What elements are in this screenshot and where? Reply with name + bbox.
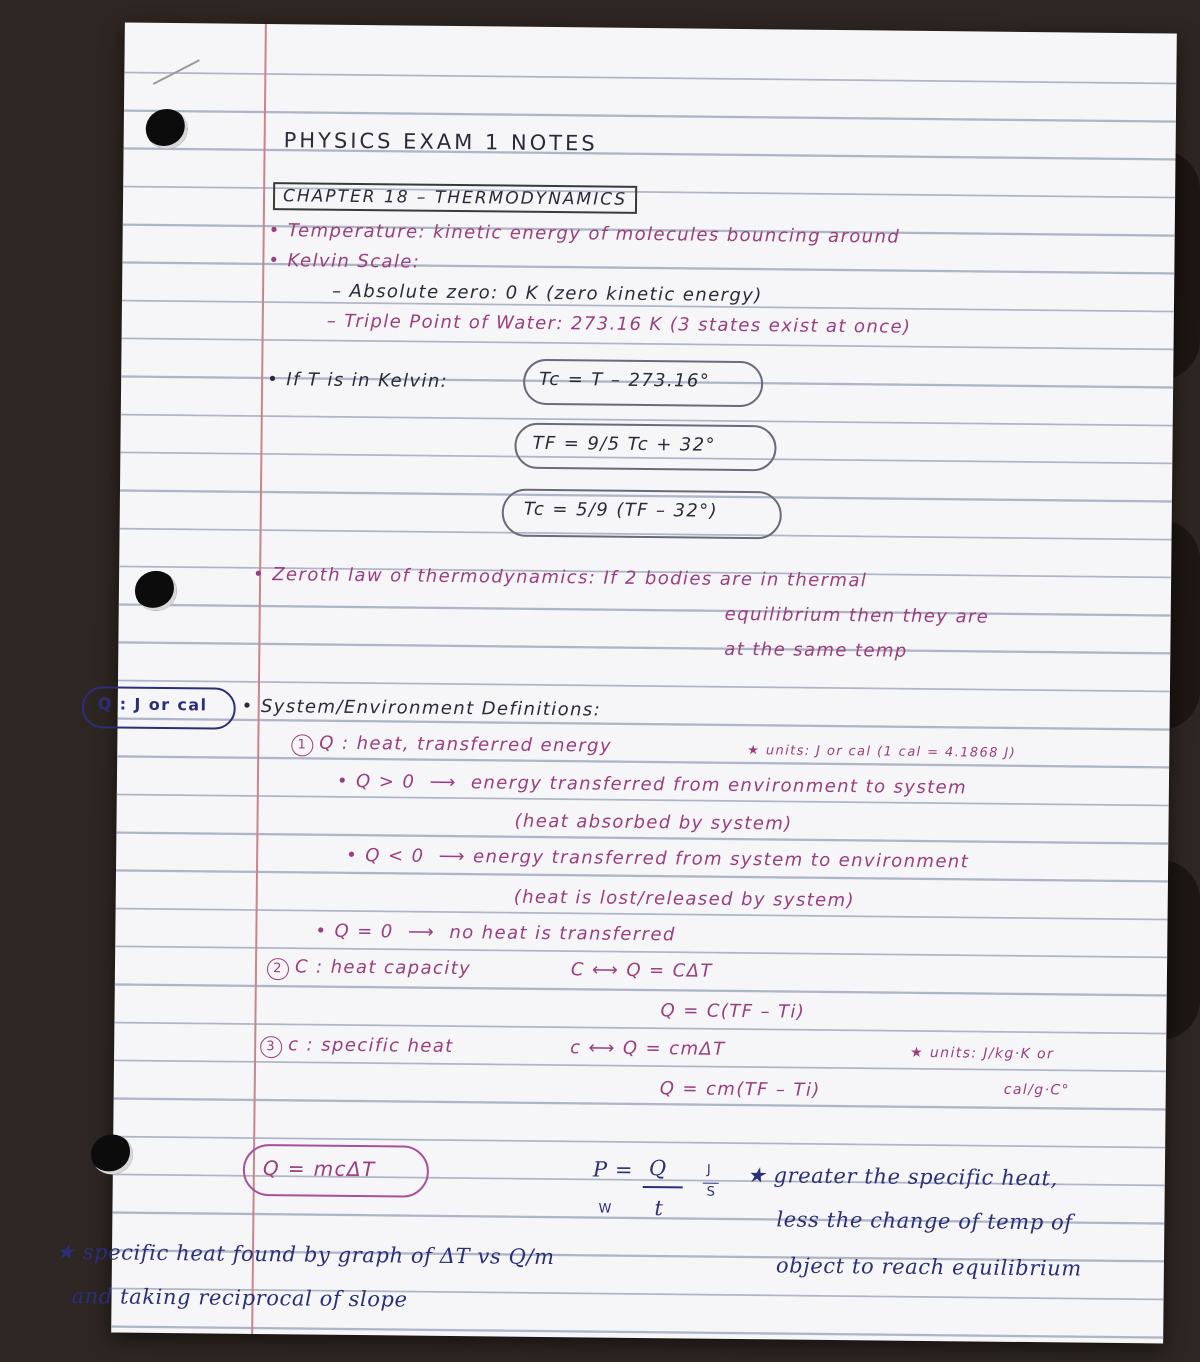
power-q: Q	[648, 1156, 667, 1181]
zeroth-law-line3: at the same temp	[724, 638, 908, 662]
greater-note-1: ★ greater the specific heat,	[746, 1163, 1058, 1191]
greater-note-2: less the change of temp of	[776, 1207, 1073, 1235]
bullet-kelvin: • Kelvin Scale:	[268, 250, 421, 273]
arrow-right-icon-2: ⟶	[438, 845, 467, 868]
specific-heat	[260, 1034, 454, 1060]
heat-capacity-eq1: C ⟷ Q = CΔT	[570, 959, 713, 982]
punch-hole-middle	[135, 571, 177, 611]
number-one: 1	[291, 734, 313, 756]
power-t: t	[654, 1196, 664, 1221]
margin-line	[251, 24, 267, 1334]
q-zero-desc: no heat is transferred	[449, 921, 676, 946]
greater-note-3: object to reach equilibrium	[775, 1253, 1083, 1281]
page-title: PHYSICS EXAM 1 NOTES	[283, 128, 598, 156]
power-j: J	[706, 1162, 711, 1178]
number-two: 2	[267, 958, 289, 980]
punch-hole-bottom	[91, 1134, 133, 1174]
bullet-if-kelvin: • If T is in Kelvin:	[267, 369, 449, 392]
def-heat	[291, 732, 612, 759]
triple-point: – Triple Point of Water: 273.16 K (3 states exist at once)	[326, 310, 912, 338]
kelvin-text: Kelvin Scale:	[287, 250, 421, 273]
zeroth-law-line2: equilibrium then they are	[724, 603, 990, 628]
system-definitions: • System/Environment Definitions:	[241, 695, 602, 721]
power-fraction-line	[643, 1186, 683, 1188]
def-heat-text: Q : heat, transferred energy	[319, 732, 613, 757]
q-positive-desc: energy transferred from environment to system	[470, 772, 968, 799]
specific-heat-text: c : specific heat	[288, 1034, 454, 1058]
equation-fahrenheit: TF = 9/5 Tc + 32°	[532, 432, 717, 456]
arrow-right-icon-3: ⟶	[407, 921, 436, 943]
pencil-mark	[153, 59, 200, 85]
number-three: 3	[260, 1036, 282, 1058]
q-negative-desc: energy transferred from system to environment	[472, 846, 970, 873]
unit-fraction-line	[703, 1183, 719, 1184]
equation-celsius: Tc = T – 273.16°	[539, 368, 711, 392]
power-w: W	[598, 1201, 612, 1217]
q-mc-delta-t: Q = mcΔT	[262, 1156, 376, 1182]
q-negative: • Q < 0 ⟶ energy transferred from system to environment	[346, 844, 970, 873]
power-p: P =	[592, 1157, 634, 1182]
temperature-text: Temperature: kinetic energy of molecules bouncing around	[287, 220, 901, 248]
chapter-heading: CHAPTER 18 – THERMODYNAMICS	[273, 182, 637, 214]
found-note-2: and taking reciprocal of slope	[71, 1284, 408, 1312]
found-note-1: ★ specific heat found by graph of ΔT vs Q/m	[55, 1239, 555, 1270]
side-note-text: Q : J or cal	[97, 694, 208, 715]
zeroth-law-text1: Zeroth law of thermodynamics: If 2 bodies are in thermal	[272, 564, 868, 592]
if-kelvin-text: If T is in Kelvin:	[286, 369, 449, 392]
absolute-zero: – Absolute zero: 0 K (zero kinetic energy)	[331, 280, 763, 307]
q-zero-label: Q = 0	[334, 920, 394, 943]
punch-hole-top	[146, 109, 188, 149]
units-heat: ★ units: J or cal (1 cal = 4.1868 J)	[747, 743, 1017, 761]
q-positive: • Q > 0 ⟶ energy transferred from environment to system	[336, 770, 968, 799]
heat-capacity-text: C : heat capacity	[294, 956, 472, 980]
units-specific-2: cal/g·C°	[1003, 1081, 1071, 1099]
arrow-right-icon: ⟶	[429, 771, 457, 794]
equation-celsius-from-f: Tc = 5/9 (TF – 32°)	[523, 498, 719, 522]
heat-capacity	[267, 956, 471, 982]
units-specific-1: ★ units: J/kg·K or	[910, 1044, 1055, 1063]
notebook-page	[55, 23, 1177, 1344]
heat-capacity-eq2: Q = C(TF – Ti)	[660, 1000, 806, 1023]
zeroth-law-line1: • Zeroth law of thermodynamics: If 2 bodies are in thermal	[253, 563, 868, 592]
specific-heat-eq1: c ⟷ Q = cmΔT	[570, 1037, 726, 1060]
system-definitions-text: System/Environment Definitions:	[260, 695, 602, 721]
power-s: S	[706, 1184, 716, 1200]
q-positive-paren: (heat absorbed by system)	[514, 810, 793, 835]
bullet-temperature: • Temperature: kinetic energy of molecules bouncing around	[268, 220, 901, 248]
q-negative-label: Q < 0	[365, 845, 425, 867]
q-positive-label: Q > 0	[355, 770, 416, 793]
q-zero: • Q = 0 ⟶ no heat is transferred	[315, 920, 676, 946]
q-negative-paren: (heat is lost/released by system)	[513, 886, 856, 912]
specific-heat-eq2: Q = cm(TF – Ti)	[659, 1078, 821, 1101]
